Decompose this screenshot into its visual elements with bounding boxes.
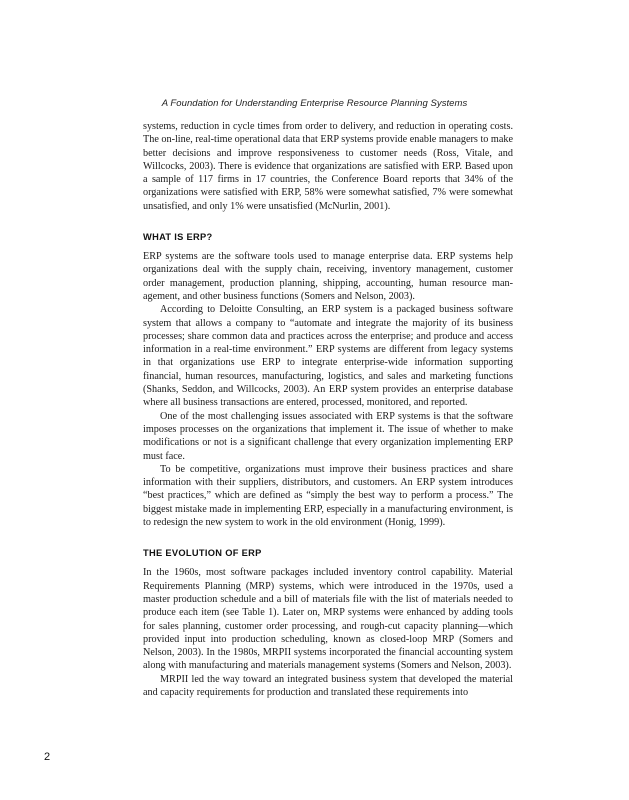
running-header-title: A Foundation for Understanding Enterprise Resource Planning Systems [161,98,468,109]
paragraph: In the 1960s, most software packages included inventory control capability. Material Requirements Planning (MRP) systems, which were introduced in the 1970s, used a master production schedule and a bill of materials file with the list of materials needed to produce each item (see Table 1). Later on, MRP systems were enhanced by adding tools for sales planning, customer order processing, and rough-cut capacity planning—which provided input into production scheduling, known as closed-loop MRP (Somers and Nelson, 2003). In the 1980s, MRPII systems incorporated the financial accounting system along with manufacturing and materials management systems (Somers and Nelson, 2003). [143,567,513,672]
section-heading-what-is-erp: WHAT IS ERP? [143,232,213,243]
paragraph: To be competitive, organizations must improve their business practices and share information with their suppliers, distributors, and customers. An ERP system introduces “best practices,” which are defined as “simply the best way to perform a process.” The biggest mistake made in implementing ERP, especially in a manufacturing environment, is to redesign the new system to work in the old environment (Honig, 1999). [143,463,513,529]
paragraph: One of the most challenging issues associated with ERP systems is that the software imposes processes on the organizations that implement it. The issue of whether to make modifications or not is a significant challenge that every organization implementing ERP must face. [143,410,513,462]
paragraph: According to Deloitte Consulting, an ERP system is a packaged business software system that allows a company to “automate and integrate the majority of its business processes; share common data and practices across the enterprise; and produce and access information in a real-time environment.” ERP systems are different from legacy systems in that organizations use ERP to integrate enterprise-wide information supporting financial, human resources, manufacturing, logistics, and sales and marketing functions (Shanks, Seddon, and Willcocks, 2003). An ERP system provides an enterprise database where all business transactions are entered, processed, monitored, and reported. [143,304,513,409]
page-number: 2 [44,751,51,763]
intro-paragraph: systems, reduction in cycle times from order to delivery, and reduction in operating costs. The on-line, real-time operational data that ERP systems provide enable managers to make better decisions and improve responsiveness to customer needs (Ross, Vitale, and Willcocks, 2003). There is evidence that organizations are satisfied with ERP. Based upon a sample of 117 firms in 17 countries, the Conference Board reports that 34% of the organizations were satisfied with ERP, 58% were somewhat satisfied, 7% were somewhat unsatisfied, and only 1% were unsatisfied (McNurlin, 2001). [143,121,513,212]
paragraph: MRPII led the way toward an integrated business system that developed the material and capacity requirements for production and translated these requirements into [143,673,513,698]
paragraph: ERP systems are the software tools used to manage enterprise data. ERP systems help organizations deal with the supply chain, receiving, inventory management, customer order management, production planning, shipping, accounting, human resource management, and other business functions (Somers and Nelson, 2003). [143,251,513,302]
section-heading-evolution-of-erp: THE EVOLUTION OF ERP [143,548,262,559]
page-body [143,120,513,699]
